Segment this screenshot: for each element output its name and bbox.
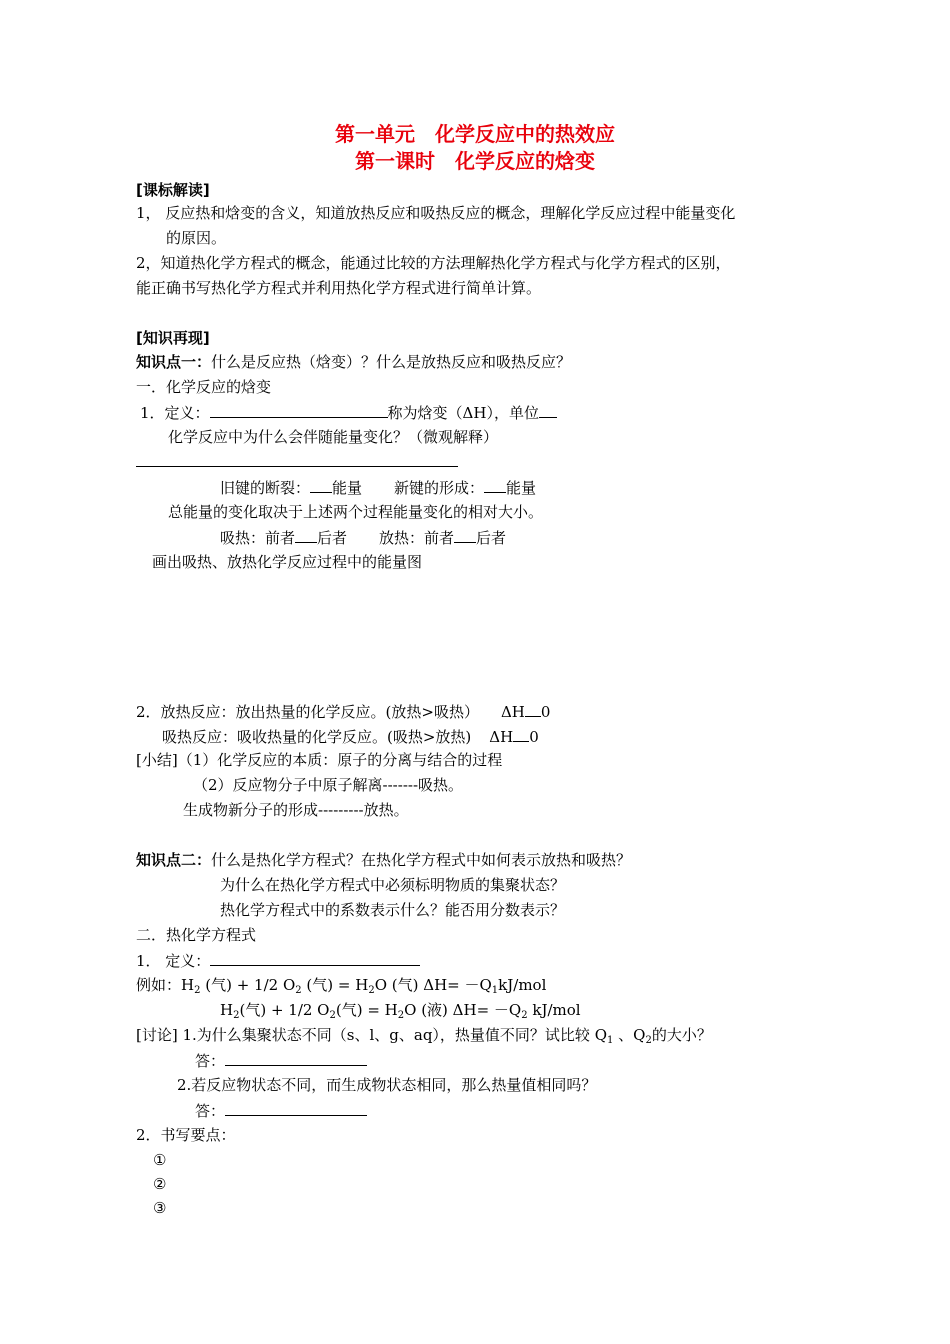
answer-2: 答： bbox=[195, 1100, 367, 1121]
kp1-label: 知识点一： bbox=[136, 353, 212, 371]
discussion-2: 2.若反应物状态不同，而生成物状态相同，那么热量值相同吗？ bbox=[177, 1076, 597, 1094]
summary-2: （2）反应物分子中原子解离-------吸热。 bbox=[193, 776, 464, 794]
blank-unit[interactable] bbox=[539, 402, 557, 418]
blank-release[interactable] bbox=[454, 527, 476, 543]
title-line-2: 第一课时 化学反应的焓变 bbox=[355, 149, 595, 173]
curriculum-item-2-cont: 能正确书写热化学方程式并利用热化学方程式进行简单计算。 bbox=[136, 279, 542, 297]
section-heading-knowledge: [知识再现] bbox=[136, 329, 210, 347]
knowledge-point-2 bbox=[136, 850, 631, 870]
blank-bond-form[interactable] bbox=[484, 477, 506, 493]
blank-thermo-definition[interactable] bbox=[210, 950, 420, 966]
kp2-label: 知识点二： bbox=[136, 851, 212, 869]
example-equation-1: 例如：$H_2$ (气) + 1/2 $O_2$ (气) = $H_2O$ (气) $\Delta H= -Q_1kJ$/mol bbox=[136, 976, 547, 996]
kp2-text: 什么是热化学方程式？在热化学方程式中如何表示放热和吸热？ bbox=[211, 851, 632, 869]
example-equation-2: $H_2$(气) + 1/2 $O_2$(气) = $H_2O$ (液) $\Delta H= -Q_2$ kJ/mol bbox=[220, 1001, 581, 1021]
curriculum-item-1-cont: 的原因。 bbox=[166, 229, 227, 247]
endothermic-line: 吸热反应：吸收热量的化学反应。(吸热>放热) ΔH 0 bbox=[162, 728, 539, 746]
micro-question: 化学反应中为什么会伴随能量变化？（微观解释） bbox=[168, 428, 499, 446]
summary-1: [小结]（1）化学反应的本质：原子的分离与结合的过程 bbox=[136, 751, 503, 769]
definition-2: 1． 定义： bbox=[136, 950, 420, 971]
blank-bond-break[interactable] bbox=[310, 477, 332, 493]
exothermic-line: 2．放热反应：放出热量的化学反应。(放热>吸热） ΔH 0 bbox=[136, 703, 551, 721]
definition-1: 1．定义： 称为焓变（ΔH），单位 bbox=[140, 402, 557, 423]
absorb-release-line: 吸热：前者 后者 放热：前者 后者 bbox=[220, 529, 507, 547]
part2-title: 二．热化学方程式 bbox=[136, 926, 257, 944]
answer-line-micro[interactable] bbox=[136, 466, 458, 467]
total-energy-text: 总能量的变化取决于上述两个过程能量变化的相对大小。 bbox=[168, 503, 544, 521]
answer-1: 答： bbox=[195, 1050, 367, 1071]
writing-points: 2．书写要点： bbox=[136, 1126, 236, 1144]
summary-3: 生成物新分子的形成---------放热。 bbox=[183, 801, 409, 819]
bond-energy-line: 旧键的断裂： 能量 新键的形成： 能量 bbox=[220, 479, 537, 497]
point-1: ① bbox=[153, 1151, 167, 1169]
blank-endo-sign[interactable] bbox=[513, 726, 529, 742]
blank-definition[interactable] bbox=[210, 402, 388, 418]
curriculum-item-2: 2，知道热化学方程式的概念，能通过比较的方法理解热化学方程式与化学方程式的区别， bbox=[136, 254, 731, 272]
blank-answer-1[interactable] bbox=[225, 1050, 367, 1066]
point-2: ② bbox=[153, 1175, 167, 1193]
blank-exo-sign[interactable] bbox=[525, 701, 541, 717]
section-heading-curriculum: [课标解读] bbox=[136, 181, 210, 199]
point-3: ③ bbox=[153, 1199, 167, 1217]
kp1-text: 什么是反应热（焓变）？什么是放热反应和吸热反应？ bbox=[211, 353, 572, 371]
title-line-1: 第一单元 化学反应中的热效应 bbox=[335, 122, 615, 146]
curriculum-item-1: 1， 反应热和焓变的含义，知道放热反应和吸热反应的概念，理解化学反应过程中能量变化 bbox=[136, 204, 736, 222]
blank-answer-2[interactable] bbox=[225, 1100, 367, 1116]
draw-energy-diagram: 画出吸热、放热化学反应过程中的能量图 bbox=[152, 553, 423, 571]
part1-title: 一．化学反应的焓变 bbox=[136, 378, 272, 396]
kp2-question-3: 热化学方程式中的系数表示什么？能否用分数表示？ bbox=[220, 901, 566, 919]
discussion-1: [讨论] 1.为什么集聚状态不同（s、l、g、aq），热量值不同？试比较 $Q_1$ 、$Q_2$的大小？ bbox=[136, 1026, 712, 1046]
kp2-question-2: 为什么在热化学方程式中必须标明物质的集聚状态？ bbox=[220, 876, 566, 894]
knowledge-point-1 bbox=[136, 352, 571, 372]
blank-absorb[interactable] bbox=[295, 527, 317, 543]
